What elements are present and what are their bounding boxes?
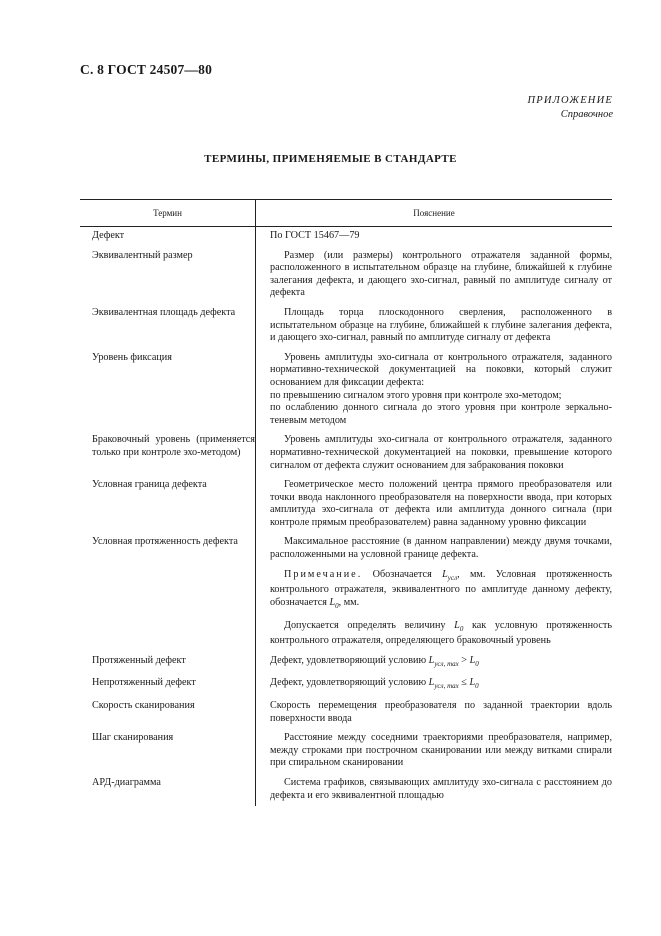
note-text-a: Обозначается [372, 568, 432, 580]
term-cell: Условная граница дефекта [92, 479, 207, 491]
term-cell-empty [80, 566, 255, 652]
allow-text-a: Допускается определять величину [284, 619, 446, 631]
explanation-text: По ГОСТ 15467—79 [270, 230, 360, 241]
table-row [80, 533, 612, 565]
symbol-l-usl: $L_{усл}$ [442, 568, 458, 582]
document-title: ТЕРМИНЫ, ПРИМЕНЯЕМЫЕ В СТАНДАРТЕ [204, 153, 457, 165]
explanation-cell [255, 729, 612, 774]
explanation-text: Уровень амплитуды эхо-сигнала от контрольного отражателя, заданного нормативно-технической документацией на поковки, превышение которого сигналом от дефекта служит основанием для забракования поковки [270, 434, 612, 471]
symbol-l-0: $L_0$ [329, 596, 339, 610]
table-row [80, 227, 612, 247]
explanation-cell [255, 349, 612, 432]
explanation-text: по превышению сигналом этого уровня при контроле эхо-методом; [270, 389, 562, 401]
explanation-text: Площадь торца плоскодонного сверления, расположенного в испытательном образце на глубине, ближайшей к глубине залегания дефекта, и дающего эхо-сигнал, равный по амплитуде сигналу от дефекта [270, 306, 612, 344]
explanation-cell [255, 674, 612, 697]
explanation-cell [255, 431, 612, 476]
symbol-l-0: $L_0$ [454, 619, 464, 633]
term-cell: Эквивалентный размер [92, 249, 193, 261]
terms-table [80, 199, 612, 806]
table-body-bottom [80, 697, 612, 806]
table-row [80, 247, 612, 304]
note-label: Примечание. [284, 568, 363, 580]
explanation-text: Максимальное расстояние (в данном направлении) между двумя точками, расположенными на условной границе дефекта. [270, 536, 612, 561]
explanation-cell [255, 227, 612, 247]
table-row [80, 729, 612, 774]
term-cell: Дефект [92, 230, 125, 241]
table-header [80, 199, 612, 227]
explanation-cell [255, 304, 612, 349]
explanation-cell [255, 697, 612, 729]
table-row [80, 304, 612, 349]
explanation-cell [255, 566, 612, 652]
table-row [80, 431, 612, 476]
condition-text: Дефект, удовлетворяющий условию $L_{усл, max} > L_0$ [270, 654, 479, 668]
explanation-text: Геометрическое место положений центра прямого преобразователя или точки ввода наклонного преобразователя на поверхности ввода, при которых амплитуда эхо-сигнала от дефекта или амплитуда донного сигнала (при контроле прямым преобразователем) равна заданному уровню фиксации [270, 479, 612, 528]
condition-text: Дефект, удовлетворяющий условию $L_{усл, max} \le L_0$ [270, 677, 479, 691]
explanation-cell [255, 533, 612, 565]
table-row [80, 652, 612, 675]
explanation-cell [255, 652, 612, 675]
column-header-explanation: Пояснение [255, 200, 612, 226]
table-row [80, 674, 612, 697]
note-text-b: , мм. Условная протяженность контрольного отражателя, эквивалентного по амплитуде данному дефекту, обозначается [270, 568, 613, 608]
term-cell: Уровень фиксация [92, 351, 172, 363]
allow-paragraph [270, 620, 612, 648]
term-cell: Шаг сканирования [92, 732, 174, 744]
appendix-label-block [528, 94, 614, 122]
term-cell: АРД-диаграмма [92, 776, 161, 788]
table-row [80, 774, 612, 806]
note-text-c: , мм. [338, 596, 360, 608]
term-cell: Условная протяженность дефекта [92, 536, 238, 548]
table-row [80, 566, 612, 652]
term-cell: Непротяженный дефект [92, 677, 196, 689]
table-body-top [80, 227, 612, 566]
explanation-text: Система графиков, связывающих амплитуду эхо-сигнала с расстоянием до дефекта и его эквивалентной площадью [270, 776, 612, 801]
explanation-text: Расстояние между соседними траекториями преобразователя, например, между строками при построчном сканировании или между витками спирали при спиральном сканировании [270, 732, 612, 769]
table-row [80, 697, 612, 729]
explanation-cell [255, 247, 612, 304]
explanation-text: по ослаблению донного сигнала до этого уровня при контроле зеркально-теневым методом [270, 402, 612, 426]
term-cell: Эквивалентная площадь дефекта [92, 306, 236, 318]
note-paragraph [270, 569, 612, 613]
term-cell: Протяженный дефект [92, 654, 186, 666]
page-header: С. 8 ГОСТ 24507—80 [80, 62, 213, 77]
explanation-text: Скорость перемещения преобразователя по заданной траектории вдоль поверхности ввода [270, 699, 612, 724]
table-row [80, 476, 612, 533]
allow-text-b: как условную протяженность контрольного отражателя, определяющего браковочный уровень [270, 619, 613, 647]
table-row [80, 349, 612, 432]
explanation-cell [255, 476, 612, 533]
explanation-text: Уровень амплитуды эхо-сигнала от контрольного отражателя, заданного нормативно-технической документацией на поковки, который служит основанием для фиксации дефекта: [270, 351, 612, 388]
term-cell: Браковочный уровень (применяется только при контроле эхо-методом) [92, 434, 255, 458]
appendix-label: ПРИЛОЖЕНИЕ [527, 95, 613, 106]
column-header-term: Термин [153, 207, 182, 218]
term-cell: Скорость сканирования [92, 699, 195, 711]
appendix-note: Справочное [560, 109, 613, 120]
explanation-cell [255, 774, 612, 806]
explanation-text: Размер (или размеры) контрольного отражателя заданной формы, расположенного в испытательном образце на глубине, ближайшей к глубине залегания дефекта, и дающего эхо-сигнал, равный по амплитуде сигналу от дефекта [270, 249, 612, 299]
